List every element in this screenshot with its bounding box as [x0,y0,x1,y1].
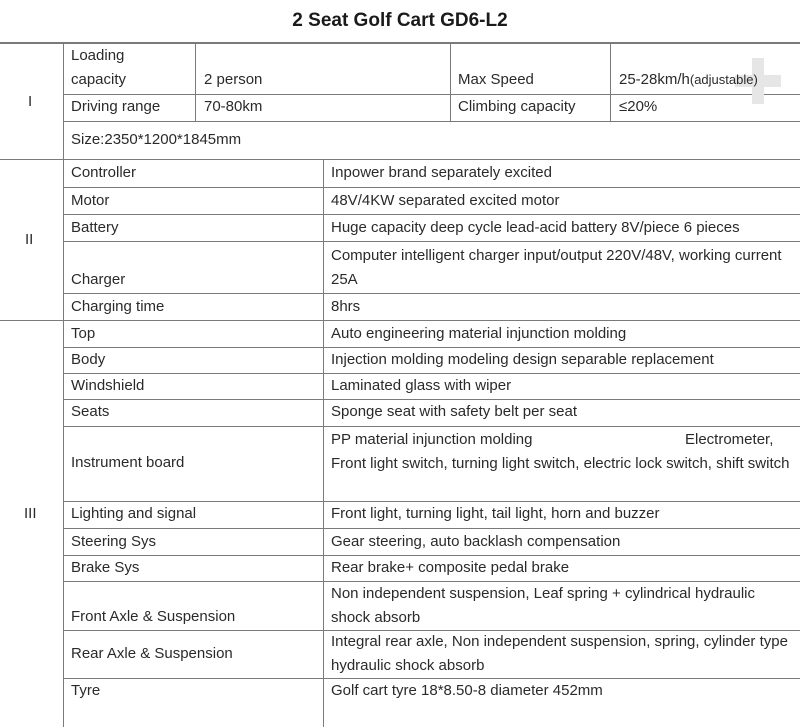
spec-value-extra: Electrometer, [685,431,774,448]
spec-label: Lighting and signal [71,505,197,522]
spec-label: Tyre [71,682,101,699]
spec-value: Huge capacity deep cycle lead-acid battery 8V/piece 6 pieces [331,219,740,236]
rule [0,320,800,321]
rule [63,241,800,242]
spec-label: Top [71,325,96,342]
spec-value: 48V/4KW separated excited motor [331,192,560,209]
spec-value: Golf cart tyre 18*8.50-8 diameter 452mm [331,682,603,699]
spec-value: Injection molding modeling design separable replacement [331,351,714,368]
spec-value: Non independent suspension, Leaf spring + cylindrical hydraulic shock absorb [331,585,756,626]
spec-label: Windshield [71,377,145,394]
spec-value: Rear brake+ composite pedal brake [331,559,570,576]
spec-value: Integral rear axle, Non independent suspension, spring, cylinder type hydraulic shock absorb [331,633,788,674]
rule [63,94,800,95]
driving-range-value: 70-80km [204,98,263,115]
spec-value: Inpower brand separately excited [331,164,552,181]
rule [63,214,800,215]
spec-label: Front Axle & Suspension [71,608,236,625]
rule-col [450,42,451,121]
max-speed-note: (adjustable) [689,72,758,87]
rule [63,528,800,529]
rule [63,426,800,427]
spec-label: Body [71,351,106,368]
loading-capacity-value: 2 person [204,71,263,88]
climbing-capacity-value: ≤20% [619,98,658,115]
max-speed-label: Max Speed [458,71,534,88]
loading-capacity-label: Loading capacity [71,47,127,88]
spec-value: Sponge seat with safety belt per seat [331,403,577,420]
rule-col [323,159,324,727]
spec-label: Charger [71,271,126,288]
rule [0,159,800,160]
table-title: 2 Seat Golf Cart GD6-L2 [292,10,508,31]
climbing-capacity-label: Climbing capacity [458,98,576,115]
spec-label: Charging time [71,298,165,315]
rule-col [610,42,611,121]
spec-value: Auto engineering material injunction molding [331,325,627,342]
rule [63,187,800,188]
spec-label: Controller [71,164,137,181]
spec-label: Instrument board [71,454,185,471]
section-label-2: II [25,231,34,248]
size-spec: Size:2350*1200*1845mm [71,131,242,148]
section-label-1: I [28,93,33,110]
spec-label: Battery [71,219,119,236]
driving-range-label: Driving range [71,98,161,115]
rule-col [63,42,64,727]
max-speed-value [619,68,758,92]
spec-value: Computer intelligent charger input/output 220V/48V, working current 25A [331,247,782,288]
rule-col [195,42,196,121]
rule [63,293,800,294]
spec-label: Rear Axle & Suspension [71,645,233,662]
spec-value-continued: Front light switch, turning light switch, electric lock switch, shift switch [331,455,790,472]
spec-label: Motor [71,192,110,209]
spec-label: Brake Sys [71,559,140,576]
max-speed-number: 25-28km/h [619,71,690,88]
spec-label: Steering Sys [71,533,157,550]
rule [63,121,800,122]
spec-value: PP material injunction molding [331,431,533,448]
section-label-3: III [24,505,37,522]
spec-value: Gear steering, auto backlash compensation [331,533,621,550]
spec-label: Seats [71,403,110,420]
spec-value: Front light, turning light, tail light, horn and buzzer [331,505,660,522]
spec-value: 8hrs [331,298,361,315]
spec-value: Laminated glass with wiper [331,377,512,394]
